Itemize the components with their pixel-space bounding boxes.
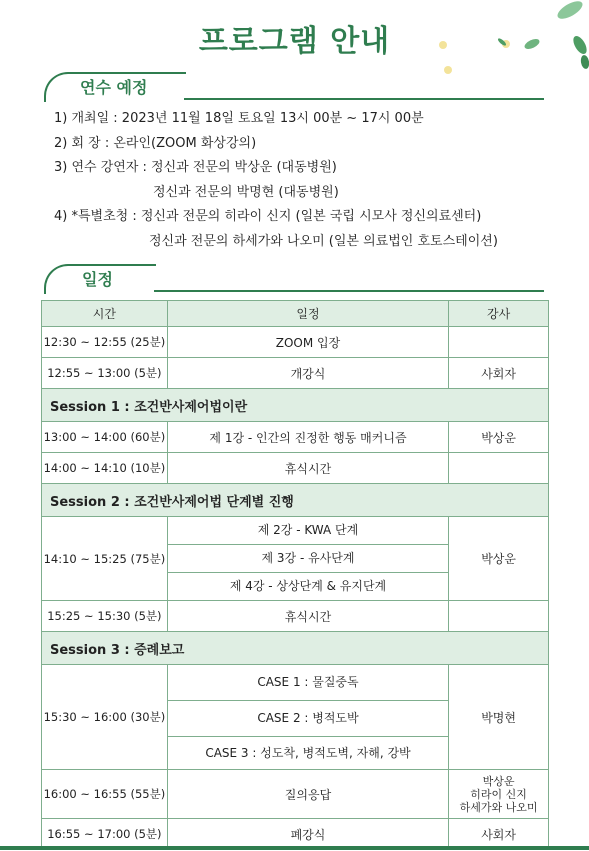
- row-program: 개강식: [167, 358, 448, 389]
- table-row: [42, 517, 549, 601]
- table-row: [42, 422, 549, 453]
- session-title: Session 3 : 증례보고: [42, 632, 549, 665]
- row-speaker: [449, 601, 549, 632]
- session-row: [42, 389, 549, 422]
- table-row: [42, 665, 549, 770]
- row-program: CASE 3 : 성도착, 병적도벽, 자해, 강박: [205, 746, 411, 760]
- row-speaker: 사회자: [449, 358, 549, 389]
- session-row: [42, 632, 549, 665]
- row-program: CASE 1 : 물질중독: [168, 665, 448, 701]
- session-row: [42, 484, 549, 517]
- row-program-group: [167, 665, 448, 770]
- info-venue: 2) 회 장 : 온라인(ZOOM 화상강의): [54, 135, 257, 151]
- row-program: 질의응답: [167, 770, 448, 819]
- footer-divider: [0, 846, 589, 850]
- session-title: Session 2 : 조건반사제어법 단계별 진행: [42, 484, 549, 517]
- row-speaker: 박명현: [449, 665, 549, 770]
- header-program: 일정: [167, 301, 448, 327]
- info-date: 1) 개최일 : 2023년 11월 18일 토요일 13시 00분 ~ 17시 00분: [54, 111, 424, 126]
- row-speaker: 하세가와 나오미: [459, 800, 538, 814]
- row-time: 16:00 ~ 16:55 (55분): [42, 770, 168, 819]
- info-guest-2: 정신과 전문의 하세가와 나오미 (일본 의료법인 호토스테이션): [149, 233, 498, 249]
- row-program: CASE 2 : 병적도박: [168, 701, 448, 737]
- section-heading-schedule: [44, 264, 544, 294]
- info-guest-1: 4) *특별초청 : 정신과 전문의 히라이 신지 (일본 국립 시모사 정신의료센터): [54, 209, 482, 224]
- row-program: 제 4강 - 상상단계 & 유지단계: [229, 579, 387, 593]
- row-speaker: 히라이 신지: [470, 787, 527, 801]
- row-time: 13:00 ~ 14:00 (60분): [42, 422, 168, 453]
- section-heading-schedule-info: [44, 72, 544, 102]
- info-speaker-1: 3) 연수 강연자 : 정신과 전문의 박상운 (대동병원): [54, 160, 337, 175]
- table-row: [42, 770, 549, 819]
- row-time: 15:25 ~ 15:30 (5분): [42, 601, 168, 632]
- row-program: 제 2강 - KWA 단계: [168, 517, 448, 545]
- table-row: [42, 601, 549, 632]
- table-header-row: [42, 301, 549, 327]
- event-info: [54, 107, 498, 254]
- row-time: 12:55 ~ 13:00 (5분): [42, 358, 168, 389]
- table-row: [42, 819, 549, 850]
- row-speaker: 박상운: [449, 422, 549, 453]
- row-program: 휴식시간: [167, 601, 448, 632]
- row-speaker: [449, 327, 549, 358]
- row-speaker-group: [449, 770, 549, 819]
- section-heading-label: 연수 예정: [80, 78, 148, 97]
- row-time: 12:30 ~ 12:55 (25분): [42, 327, 168, 358]
- row-speaker: [449, 453, 549, 484]
- info-speaker-2: 정신과 전문의 박명현 (대동병원): [153, 184, 339, 200]
- section-heading-label: 일정: [82, 270, 113, 289]
- row-program: 폐강식: [167, 819, 448, 850]
- page-title: 프로그램 안내: [198, 24, 391, 59]
- table-row: [42, 453, 549, 484]
- row-program: ZOOM 입장: [167, 327, 448, 358]
- row-program: 제 3강 - 유사단계: [168, 545, 448, 573]
- schedule-table: [41, 300, 549, 850]
- row-program: 휴식시간: [167, 453, 448, 484]
- header-speaker: 강사: [449, 301, 549, 327]
- row-time: 14:00 ~ 14:10 (10분): [42, 453, 168, 484]
- session-title: Session 1 : 조건반사제어법이란: [42, 389, 549, 422]
- row-speaker: 사회자: [449, 819, 549, 850]
- row-time: 16:55 ~ 17:00 (5분): [42, 819, 168, 850]
- row-program-group: [167, 517, 448, 601]
- row-program: 제 1강 - 인간의 진정한 행동 매커니즘: [167, 422, 448, 453]
- table-row: [42, 358, 549, 389]
- row-time: 14:10 ~ 15:25 (75분): [42, 517, 168, 601]
- row-speaker: 박상운: [449, 517, 549, 601]
- row-speaker: 박상운: [482, 774, 515, 788]
- header-time: 시간: [42, 301, 168, 327]
- row-time: 15:30 ~ 16:00 (30분): [42, 665, 168, 770]
- table-row: [42, 327, 549, 358]
